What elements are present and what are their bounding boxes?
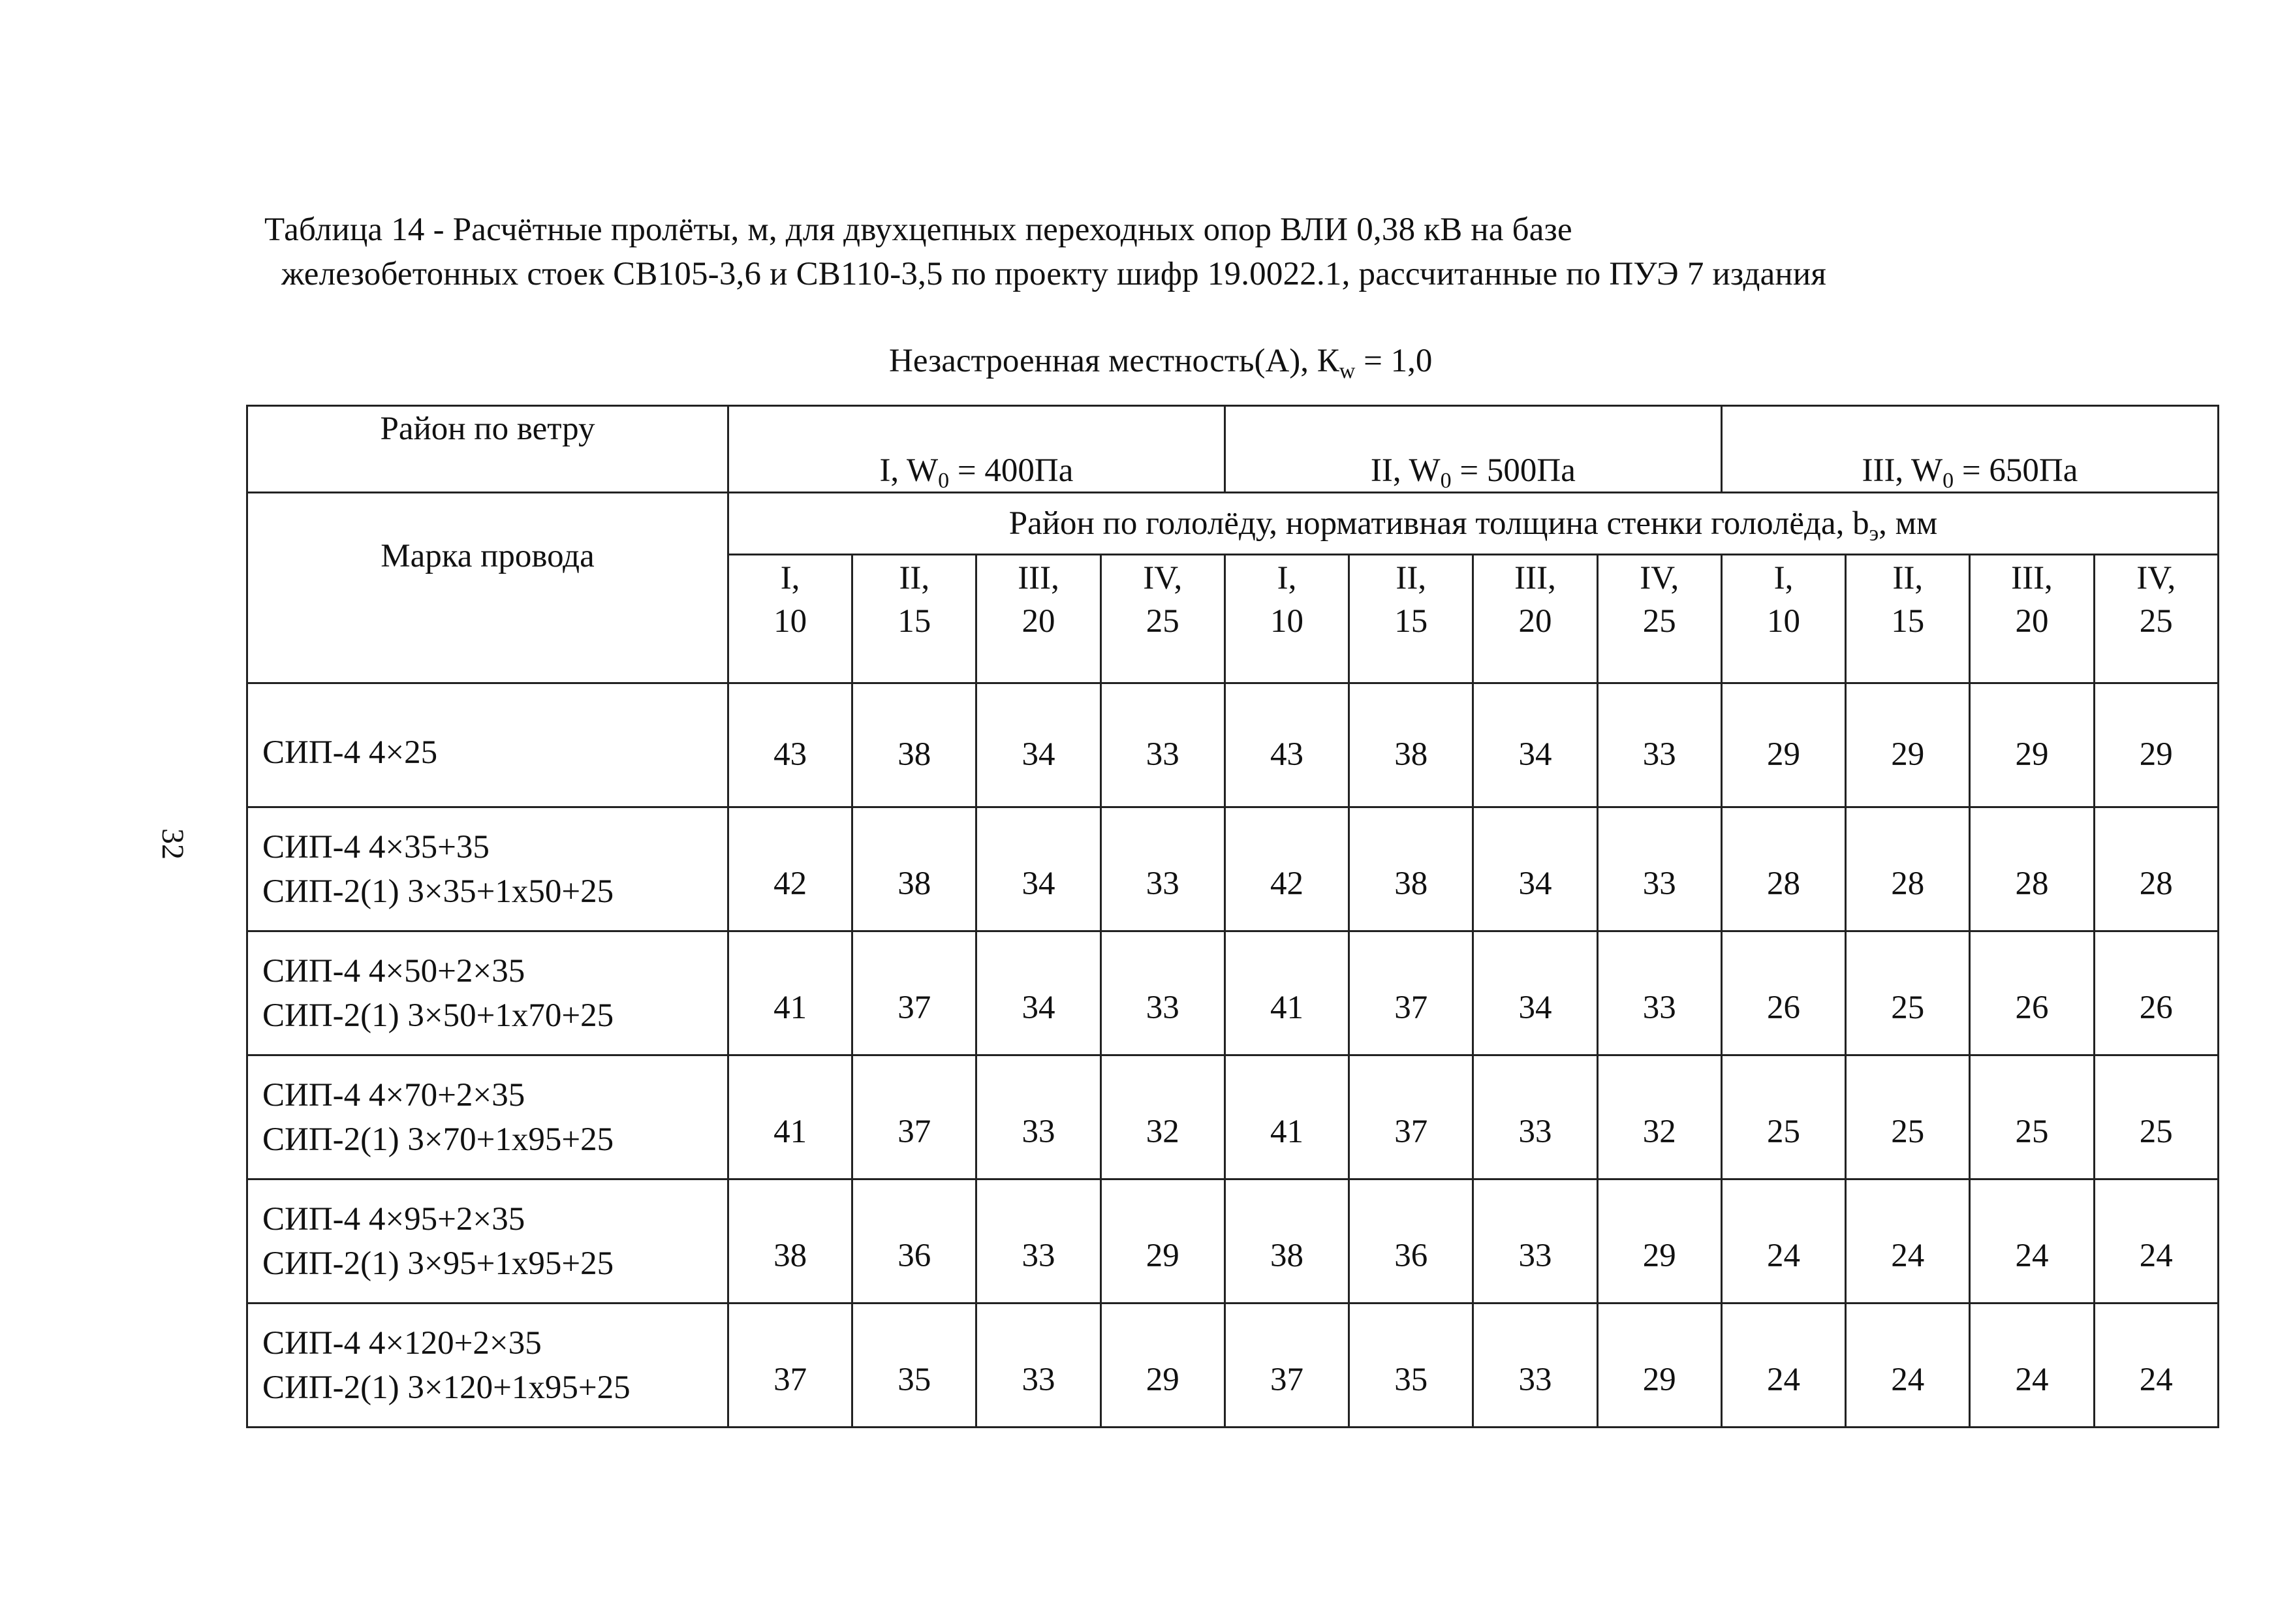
wind-region-3-sub: 0 — [1942, 469, 1954, 493]
span-value: 38 — [1394, 736, 1428, 773]
span-value: 43 — [773, 736, 807, 773]
span-value: 34 — [1022, 865, 1055, 902]
span-value: 34 — [1518, 989, 1552, 1026]
wire-mark-line: СИП-2(1) 3×50+1х70+25 — [262, 997, 614, 1034]
wire-mark-cell — [247, 1055, 728, 1179]
span-value: 34 — [1022, 736, 1055, 773]
ice-column-thickness: 20 — [2015, 603, 2049, 640]
wind-region-3 — [1721, 406, 2218, 493]
ice-column-region: II, — [1892, 560, 1924, 597]
span-value: 38 — [1270, 1237, 1303, 1274]
wire-mark-cell — [247, 1304, 728, 1428]
span-value: 24 — [2015, 1361, 2049, 1398]
span-value: 38 — [897, 736, 931, 773]
wire-mark-line: СИП-2(1) 3×120+1х95+25 — [262, 1369, 631, 1406]
span-value: 28 — [2015, 865, 2049, 902]
span-value-cell — [1846, 931, 1970, 1055]
wire-mark-line: СИП-4 4×70+2×35 — [262, 1076, 525, 1114]
ice-column-header — [1473, 555, 1597, 683]
wire-mark-line: СИП-4 4×50+2×35 — [262, 952, 525, 990]
span-value: 34 — [1518, 736, 1552, 773]
ice-column-region: I, — [1773, 560, 1794, 597]
span-value: 29 — [2139, 736, 2173, 773]
span-value: 29 — [1642, 1237, 1676, 1274]
span-value: 26 — [1766, 989, 1800, 1026]
span-value: 37 — [773, 1361, 807, 1398]
span-value: 35 — [1394, 1361, 1428, 1398]
wind-region-2 — [1224, 406, 1721, 493]
span-value: 32 — [1642, 1113, 1676, 1150]
span-value-cell — [728, 1179, 852, 1304]
table-caption-line-2: железобетонных стоек СВ105-3,6 и СВ110-3,5 по проекту шифр 19.0022.1, рассчитанные по ПУЭ 7 издания — [281, 256, 1827, 292]
wire-mark-line: СИП-2(1) 3×70+1х95+25 — [262, 1121, 614, 1158]
table-row — [247, 931, 2219, 1055]
span-value-cell — [728, 683, 852, 807]
span-value-cell — [1349, 1179, 1473, 1304]
wind-region-2-suffix: = 500Па — [1451, 452, 1576, 489]
span-value: 33 — [1642, 736, 1676, 773]
span-value-cell — [1846, 807, 1970, 931]
table-caption — [264, 208, 2157, 296]
span-value-cell — [1846, 1179, 1970, 1304]
span-value: 38 — [897, 865, 931, 902]
terrain-subtitle-text: Незастроенная местность(А), К — [889, 343, 1339, 379]
wind-region-3-prefix: III, W — [1862, 452, 1943, 489]
span-value-cell — [1100, 1179, 1224, 1304]
span-value: 33 — [1022, 1361, 1055, 1398]
span-value-cell — [1473, 807, 1597, 931]
wind-region-1 — [728, 406, 1224, 493]
wind-region-3-suffix: = 650Па — [1954, 452, 2078, 489]
span-value-cell — [1970, 1304, 2094, 1428]
span-value-cell — [1473, 683, 1597, 807]
wire-mark-line: СИП-4 4×25 — [262, 734, 438, 771]
ice-column-thickness: 15 — [1394, 603, 1428, 640]
span-value-cell — [728, 1055, 852, 1179]
span-value-cell — [1349, 1055, 1473, 1179]
span-value-cell — [1349, 931, 1473, 1055]
span-value: 33 — [1146, 736, 1179, 773]
span-value-cell — [1224, 683, 1349, 807]
ice-column-thickness: 20 — [1022, 603, 1055, 640]
wire-mark-header: Марка провода — [247, 493, 728, 683]
span-value: 28 — [2139, 865, 2173, 902]
span-value: 33 — [1518, 1113, 1552, 1150]
span-value: 37 — [1394, 989, 1428, 1026]
span-value-cell — [1100, 931, 1224, 1055]
span-value-cell — [1224, 1055, 1349, 1179]
span-value-cell — [1597, 807, 1721, 931]
ice-region-header-prefix: Район по гололёду, нормативная толщина стенки гололёда, b — [1008, 505, 1869, 542]
ice-column-thickness: 15 — [1891, 603, 1925, 640]
span-value: 33 — [1022, 1237, 1055, 1274]
span-value: 25 — [1891, 989, 1925, 1026]
span-value-cell — [1224, 931, 1349, 1055]
span-value: 34 — [1022, 989, 1055, 1026]
wire-mark-line: СИП-4 4×35+35 — [262, 828, 490, 866]
wind-region-header: Район по ветру — [247, 406, 728, 493]
ice-column-thickness: 10 — [1766, 603, 1800, 640]
span-value: 38 — [773, 1237, 807, 1274]
span-value-cell — [1473, 1304, 1597, 1428]
table-row — [247, 683, 2219, 807]
wire-mark-cell — [247, 807, 728, 931]
wind-header-row — [247, 406, 2219, 493]
span-value: 37 — [1270, 1361, 1303, 1398]
span-value: 35 — [897, 1361, 931, 1398]
span-value: 42 — [773, 865, 807, 902]
span-value-cell — [2094, 1055, 2218, 1179]
span-value: 29 — [1766, 736, 1800, 773]
wire-mark-line: СИП-2(1) 3×95+1х95+25 — [262, 1245, 614, 1282]
span-value: 42 — [1270, 865, 1303, 902]
ice-column-thickness: 25 — [2139, 603, 2173, 640]
span-value: 36 — [897, 1237, 931, 1274]
span-value-cell — [1100, 683, 1224, 807]
span-value-cell — [1721, 1179, 1845, 1304]
span-value-cell — [976, 1179, 1100, 1304]
ice-column-thickness: 15 — [897, 603, 931, 640]
ice-column-header — [976, 555, 1100, 683]
span-value: 29 — [1642, 1361, 1676, 1398]
ice-column-header — [1100, 555, 1224, 683]
spans-table — [246, 405, 2219, 1428]
span-value: 33 — [1642, 865, 1676, 902]
span-value: 24 — [1766, 1361, 1800, 1398]
span-value: 28 — [1891, 865, 1925, 902]
terrain-subtitle-suffix: = 1,0 — [1355, 343, 1433, 379]
span-value-cell — [1597, 1304, 1721, 1428]
span-value-cell — [2094, 1304, 2218, 1428]
span-value-cell — [1100, 1055, 1224, 1179]
ice-column-thickness: 25 — [1642, 603, 1676, 640]
ice-column-region: II, — [899, 560, 930, 597]
span-value: 28 — [1766, 865, 1800, 902]
ice-column-region: III, — [1514, 560, 1556, 597]
span-value-cell — [1473, 931, 1597, 1055]
span-value-cell — [1597, 683, 1721, 807]
ice-column-thickness: 20 — [1518, 603, 1552, 640]
wind-region-2-prefix: II, W — [1370, 452, 1441, 489]
ice-column-header — [1224, 555, 1349, 683]
span-value-cell — [852, 1055, 976, 1179]
span-value: 29 — [1146, 1237, 1179, 1274]
span-value-cell — [1970, 931, 2094, 1055]
span-value: 37 — [897, 1113, 931, 1150]
ice-column-thickness: 10 — [773, 603, 807, 640]
span-value-cell — [1970, 807, 2094, 931]
span-value-cell — [1721, 683, 1845, 807]
ice-column-region: I, — [1277, 560, 1297, 597]
span-value-cell — [1597, 1179, 1721, 1304]
ice-region-header-sub: э — [1869, 522, 1879, 546]
span-value: 25 — [2015, 1113, 2049, 1150]
span-value-cell — [852, 1304, 976, 1428]
ice-column-header — [852, 555, 976, 683]
span-value-cell — [976, 931, 1100, 1055]
span-value: 25 — [2139, 1113, 2173, 1150]
span-value-cell — [1100, 1304, 1224, 1428]
span-value-cell — [1597, 931, 1721, 1055]
span-value-cell — [1721, 1304, 1845, 1428]
wire-mark-cell — [247, 931, 728, 1055]
span-value: 33 — [1518, 1361, 1552, 1398]
span-value-cell — [1721, 931, 1845, 1055]
span-value: 24 — [2015, 1237, 2049, 1274]
ice-column-region: III, — [2011, 560, 2053, 597]
span-value-cell — [1970, 683, 2094, 807]
ice-column-region: IV, — [1143, 560, 1183, 597]
span-value-cell — [728, 931, 852, 1055]
table-caption-line-1: Таблица 14 - Расчётные пролёты, м, для двухцепных переходных опор ВЛИ 0,38 кВ на базе — [264, 211, 1572, 248]
span-value: 29 — [1146, 1361, 1179, 1398]
terrain-subtitle — [889, 338, 1432, 384]
span-value: 24 — [1891, 1361, 1925, 1398]
wind-region-1-sub: 0 — [938, 469, 950, 493]
span-value-cell — [976, 1055, 1100, 1179]
page-number: 32 — [155, 828, 190, 860]
span-value: 29 — [2015, 736, 2049, 773]
wire-mark-line: СИП-4 4×120+2×35 — [262, 1324, 542, 1362]
wind-region-1-prefix: I, W — [879, 452, 939, 489]
span-value-cell — [1224, 1179, 1349, 1304]
span-value-cell — [852, 807, 976, 931]
span-value-cell — [1846, 1304, 1970, 1428]
ice-column-header — [1349, 555, 1473, 683]
span-value-cell — [728, 1304, 852, 1428]
ice-column-region: I, — [780, 560, 800, 597]
terrain-subtitle-subscript: w — [1339, 359, 1356, 383]
span-value-cell — [852, 683, 976, 807]
span-value: 24 — [2139, 1237, 2173, 1274]
span-value-cell — [1100, 807, 1224, 931]
span-value-cell — [1846, 683, 1970, 807]
wire-mark-line: СИП-2(1) 3×35+1х50+25 — [262, 873, 614, 910]
span-value: 33 — [1022, 1113, 1055, 1150]
ice-column-region: IV, — [2136, 560, 2176, 597]
table-row — [247, 807, 2219, 931]
span-value: 24 — [1766, 1237, 1800, 1274]
span-value-cell — [1597, 1055, 1721, 1179]
span-value: 37 — [1394, 1113, 1428, 1150]
span-value-cell — [2094, 931, 2218, 1055]
span-value-cell — [1349, 807, 1473, 931]
span-value: 33 — [1642, 989, 1676, 1026]
wire-mark-line: СИП-4 4×95+2×35 — [262, 1200, 525, 1238]
ice-region-header-suffix: , мм — [1879, 505, 1938, 542]
span-value-cell — [1721, 1055, 1845, 1179]
span-value-cell — [852, 1179, 976, 1304]
ice-column-thickness: 10 — [1270, 603, 1303, 640]
table-row — [247, 1304, 2219, 1428]
ice-column-header — [1721, 555, 1845, 683]
span-value: 33 — [1146, 865, 1179, 902]
span-value: 36 — [1394, 1237, 1428, 1274]
span-value: 24 — [2139, 1361, 2173, 1398]
ice-column-header — [1846, 555, 1970, 683]
span-value: 41 — [1270, 989, 1303, 1026]
span-value-cell — [2094, 1179, 2218, 1304]
wind-region-1-suffix: = 400Па — [949, 452, 1074, 489]
span-value: 38 — [1394, 865, 1428, 902]
wire-mark-cell — [247, 1179, 728, 1304]
span-value: 33 — [1518, 1237, 1552, 1274]
ice-column-thickness: 25 — [1146, 603, 1179, 640]
ice-column-region: II, — [1396, 560, 1427, 597]
span-value-cell — [976, 683, 1100, 807]
span-value: 41 — [773, 989, 807, 1026]
span-value: 26 — [2139, 989, 2173, 1026]
span-value-cell — [728, 807, 852, 931]
span-value: 33 — [1146, 989, 1179, 1026]
span-value-cell — [1349, 683, 1473, 807]
span-value: 41 — [773, 1113, 807, 1150]
span-value-cell — [1473, 1055, 1597, 1179]
span-value: 34 — [1518, 865, 1552, 902]
span-value: 32 — [1146, 1113, 1179, 1150]
ice-column-region: IV, — [1640, 560, 1679, 597]
ice-region-header — [728, 493, 2218, 555]
ice-column-header — [1597, 555, 1721, 683]
table-row — [247, 1179, 2219, 1304]
ice-header-row — [247, 493, 2219, 555]
span-value-cell — [1349, 1304, 1473, 1428]
span-value-cell — [1846, 1055, 1970, 1179]
span-value-cell — [976, 807, 1100, 931]
span-value-cell — [2094, 683, 2218, 807]
table-row — [247, 1055, 2219, 1179]
wind-region-2-sub: 0 — [1440, 469, 1452, 493]
wire-mark-cell — [247, 683, 728, 807]
span-value-cell — [1721, 807, 1845, 931]
span-value-cell — [852, 931, 976, 1055]
span-value: 25 — [1891, 1113, 1925, 1150]
span-value-cell — [1473, 1179, 1597, 1304]
span-value-cell — [976, 1304, 1100, 1428]
ice-column-header — [1970, 555, 2094, 683]
span-value-cell — [1970, 1179, 2094, 1304]
span-value: 41 — [1270, 1113, 1303, 1150]
span-value: 29 — [1891, 736, 1925, 773]
span-value: 25 — [1766, 1113, 1800, 1150]
span-value: 43 — [1270, 736, 1303, 773]
ice-column-region: III, — [1018, 560, 1059, 597]
span-value-cell — [1224, 1304, 1349, 1428]
span-value-cell — [1970, 1055, 2094, 1179]
ice-column-header — [728, 555, 852, 683]
span-value-cell — [1224, 807, 1349, 931]
span-value-cell — [2094, 807, 2218, 931]
span-value: 24 — [1891, 1237, 1925, 1274]
span-value: 26 — [2015, 989, 2049, 1026]
span-value: 37 — [897, 989, 931, 1026]
ice-column-header — [2094, 555, 2218, 683]
